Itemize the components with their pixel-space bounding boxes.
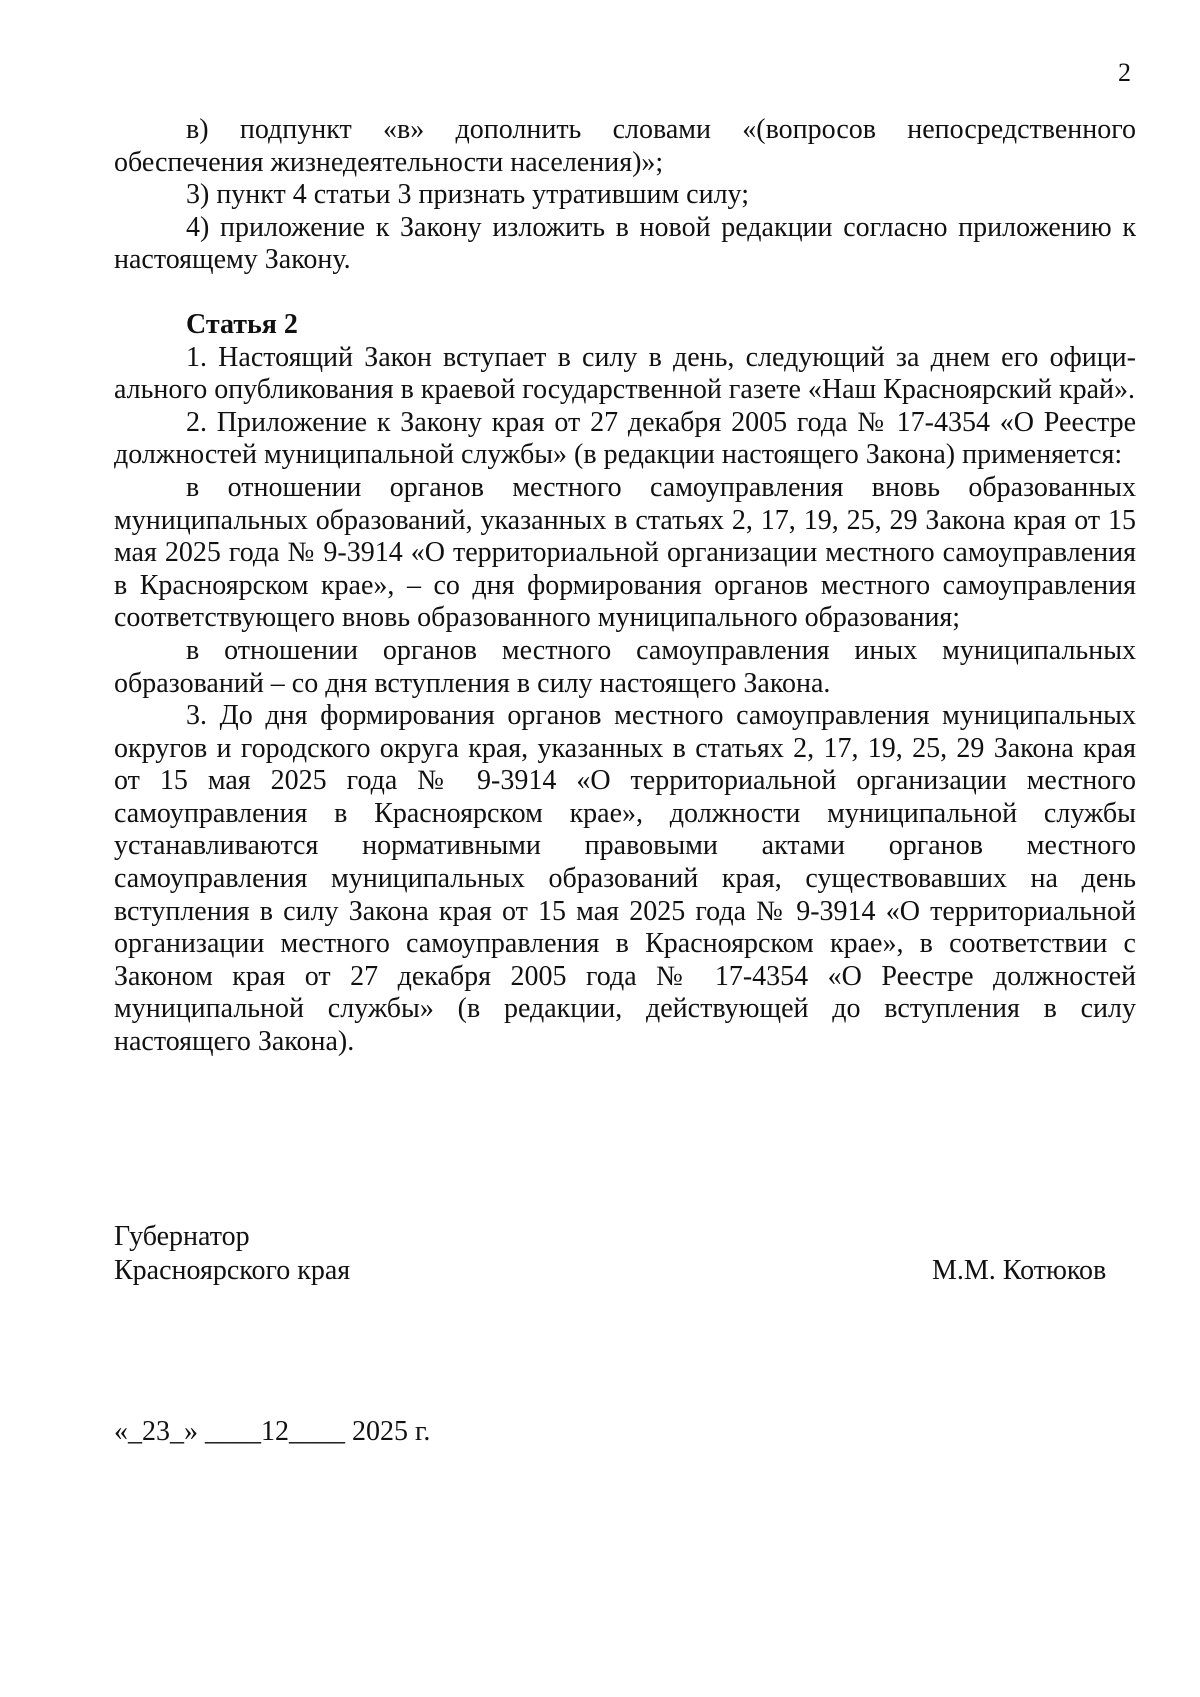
paragraph-article2-point-1: 1. Настоящий Закон вступает в силу в день, следующий за днем его официального опубликования в краевой государственной газете «Наш Красноярский край». (114, 341, 1136, 406)
signature-title-line1: Губернатор (114, 1221, 250, 1252)
signature-title-line2: Красноярского края (114, 1255, 351, 1286)
document-body (114, 114, 1136, 1059)
paragraph-subpoint-v: в) подпункт «в» дополнить словами «(вопросов непосредственного обеспечения жизнедеятельности населения)»; (114, 114, 1136, 178)
article-heading: Статья 2 (186, 308, 298, 340)
signature-title (114, 1220, 350, 1288)
paragraph-article2-point-2-new-entities: в отношении органов местного самоуправления вновь образованных муниципальных образований, указанных в статьях 2, 17, 19, 25, 29 Закона края от 15 мая 2025 года № 9-3914 «О территориальной организации местного самоуправления в Красноярском крае», – со дня формирования органов местного самоуправления соответствующего вновь образованного муниципального образования; (114, 471, 1136, 634)
page-number: 2 (1118, 58, 1131, 87)
paragraph-point-3: 3) пункт 4 статьи 3 признать утратившим силу; (186, 179, 749, 211)
paragraph-article2-point-3: 3. До дня формирования органов местного самоуправления муниципальных округов и городского округа края, указанных в статьях 2, 17, 19, 25, 29 Закона края от 15 мая 2025 года № 9-3914 «О территориальной организации местного самоуправления в Красноярском крае», должности муниципальной службы устанавливаются нормативными правовыми актами органов местного самоуправления муниципальных образований края, существовавших на день вступления в силу Закона края от 15 мая 2025 года № 9-3914 «О территориальной организации местного самоуправления в Красноярском крае», в соответствии с Законом края от 27 декабря 2005 года № 17-4354 «О Реестре должностей муниципальной службы» (в редакции, действующей до вступления в силу настоящего Закона). (114, 700, 1136, 1058)
paragraph-article2-point-2: 2. Приложение к Закону края от 27 декабря 2005 года № 17-4354 «О Реестре должностей муниципальной службы» (в редакции настоящего Закона) применяется: (114, 406, 1136, 471)
paragraph-point-4: 4) приложение к Закону изложить в новой редакции согласно приложению к настоящему Закону. (114, 211, 1136, 276)
signature-name: М.М. Котюков (932, 1255, 1107, 1286)
paragraph-article2-point-2-other-entities: в отношении органов местного самоуправления иных муниципальных образований – со дня вступления в силу настоящего Закона. (114, 634, 1136, 699)
signing-date: «_23_» ____12____ 2025 г. (114, 1416, 431, 1447)
section-spacer (114, 277, 1136, 309)
